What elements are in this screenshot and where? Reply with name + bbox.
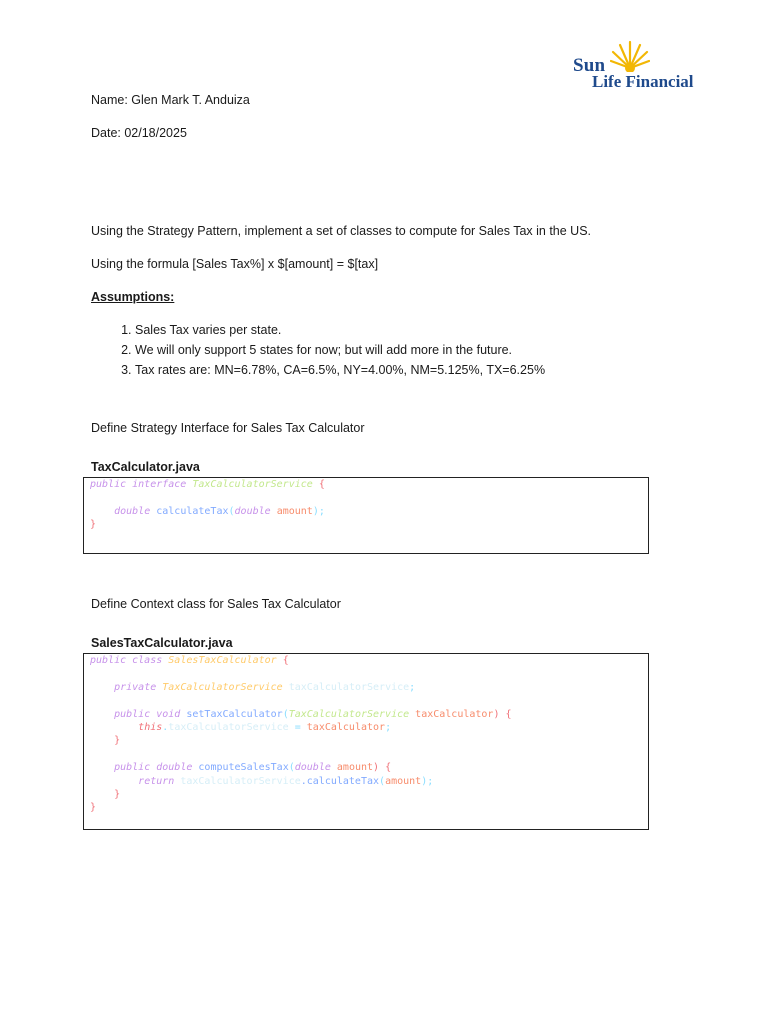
filename-taxcalculator: TaxCalculator.java (91, 460, 200, 474)
list-item: 2. We will only support 5 states for now; but will add more in the future. (135, 340, 545, 360)
code-text: public interface TaxCalculatorService { double calculateTax(double amount); } (90, 479, 325, 531)
list-item: 3. Tax rates are: MN=6.78%, CA=6.5%, NY=4.00%, NM=5.125%, TX=6.25% (135, 360, 545, 380)
code-text: public class SalesTaxCalculator { private TaxCalculatorService taxCalculatorService; public void setTaxCalculator(TaxCalculatorService taxCalculator) { this.taxCalculatorService = taxCalculator; } public double computeSalesTax(double amount) { return taxCalculatorService.calculateTax(amount); } } (90, 655, 512, 814)
sun-rays-icon (610, 38, 650, 72)
code-block-taxcalculator (83, 477, 649, 554)
assumptions-heading: Assumptions: (91, 290, 175, 304)
document-date: Date: 02/18/2025 (91, 126, 187, 140)
section-heading-context: Define Context class for Sales Tax Calculator (91, 597, 341, 611)
assumptions-list (91, 320, 545, 380)
list-item: 1. Sales Tax varies per state. (135, 320, 545, 340)
logo-life-financial-text: Life Financial (592, 72, 694, 91)
section-heading-interface: Define Strategy Interface for Sales Tax Calculator (91, 421, 365, 435)
code-block-salestaxcalculator (83, 653, 649, 830)
sun-life-logo (570, 38, 715, 94)
task-description: Using the Strategy Pattern, implement a set of classes to compute for Sales Tax in the US. (91, 224, 592, 238)
filename-salestaxcalculator: SalesTaxCalculator.java (91, 636, 233, 650)
formula-text: Using the formula [Sales Tax%] x $[amount] = $[tax] (91, 257, 379, 271)
logo-sun-text: Sun (573, 55, 606, 76)
author-name: Name: Glen Mark T. Anduiza (91, 93, 250, 107)
